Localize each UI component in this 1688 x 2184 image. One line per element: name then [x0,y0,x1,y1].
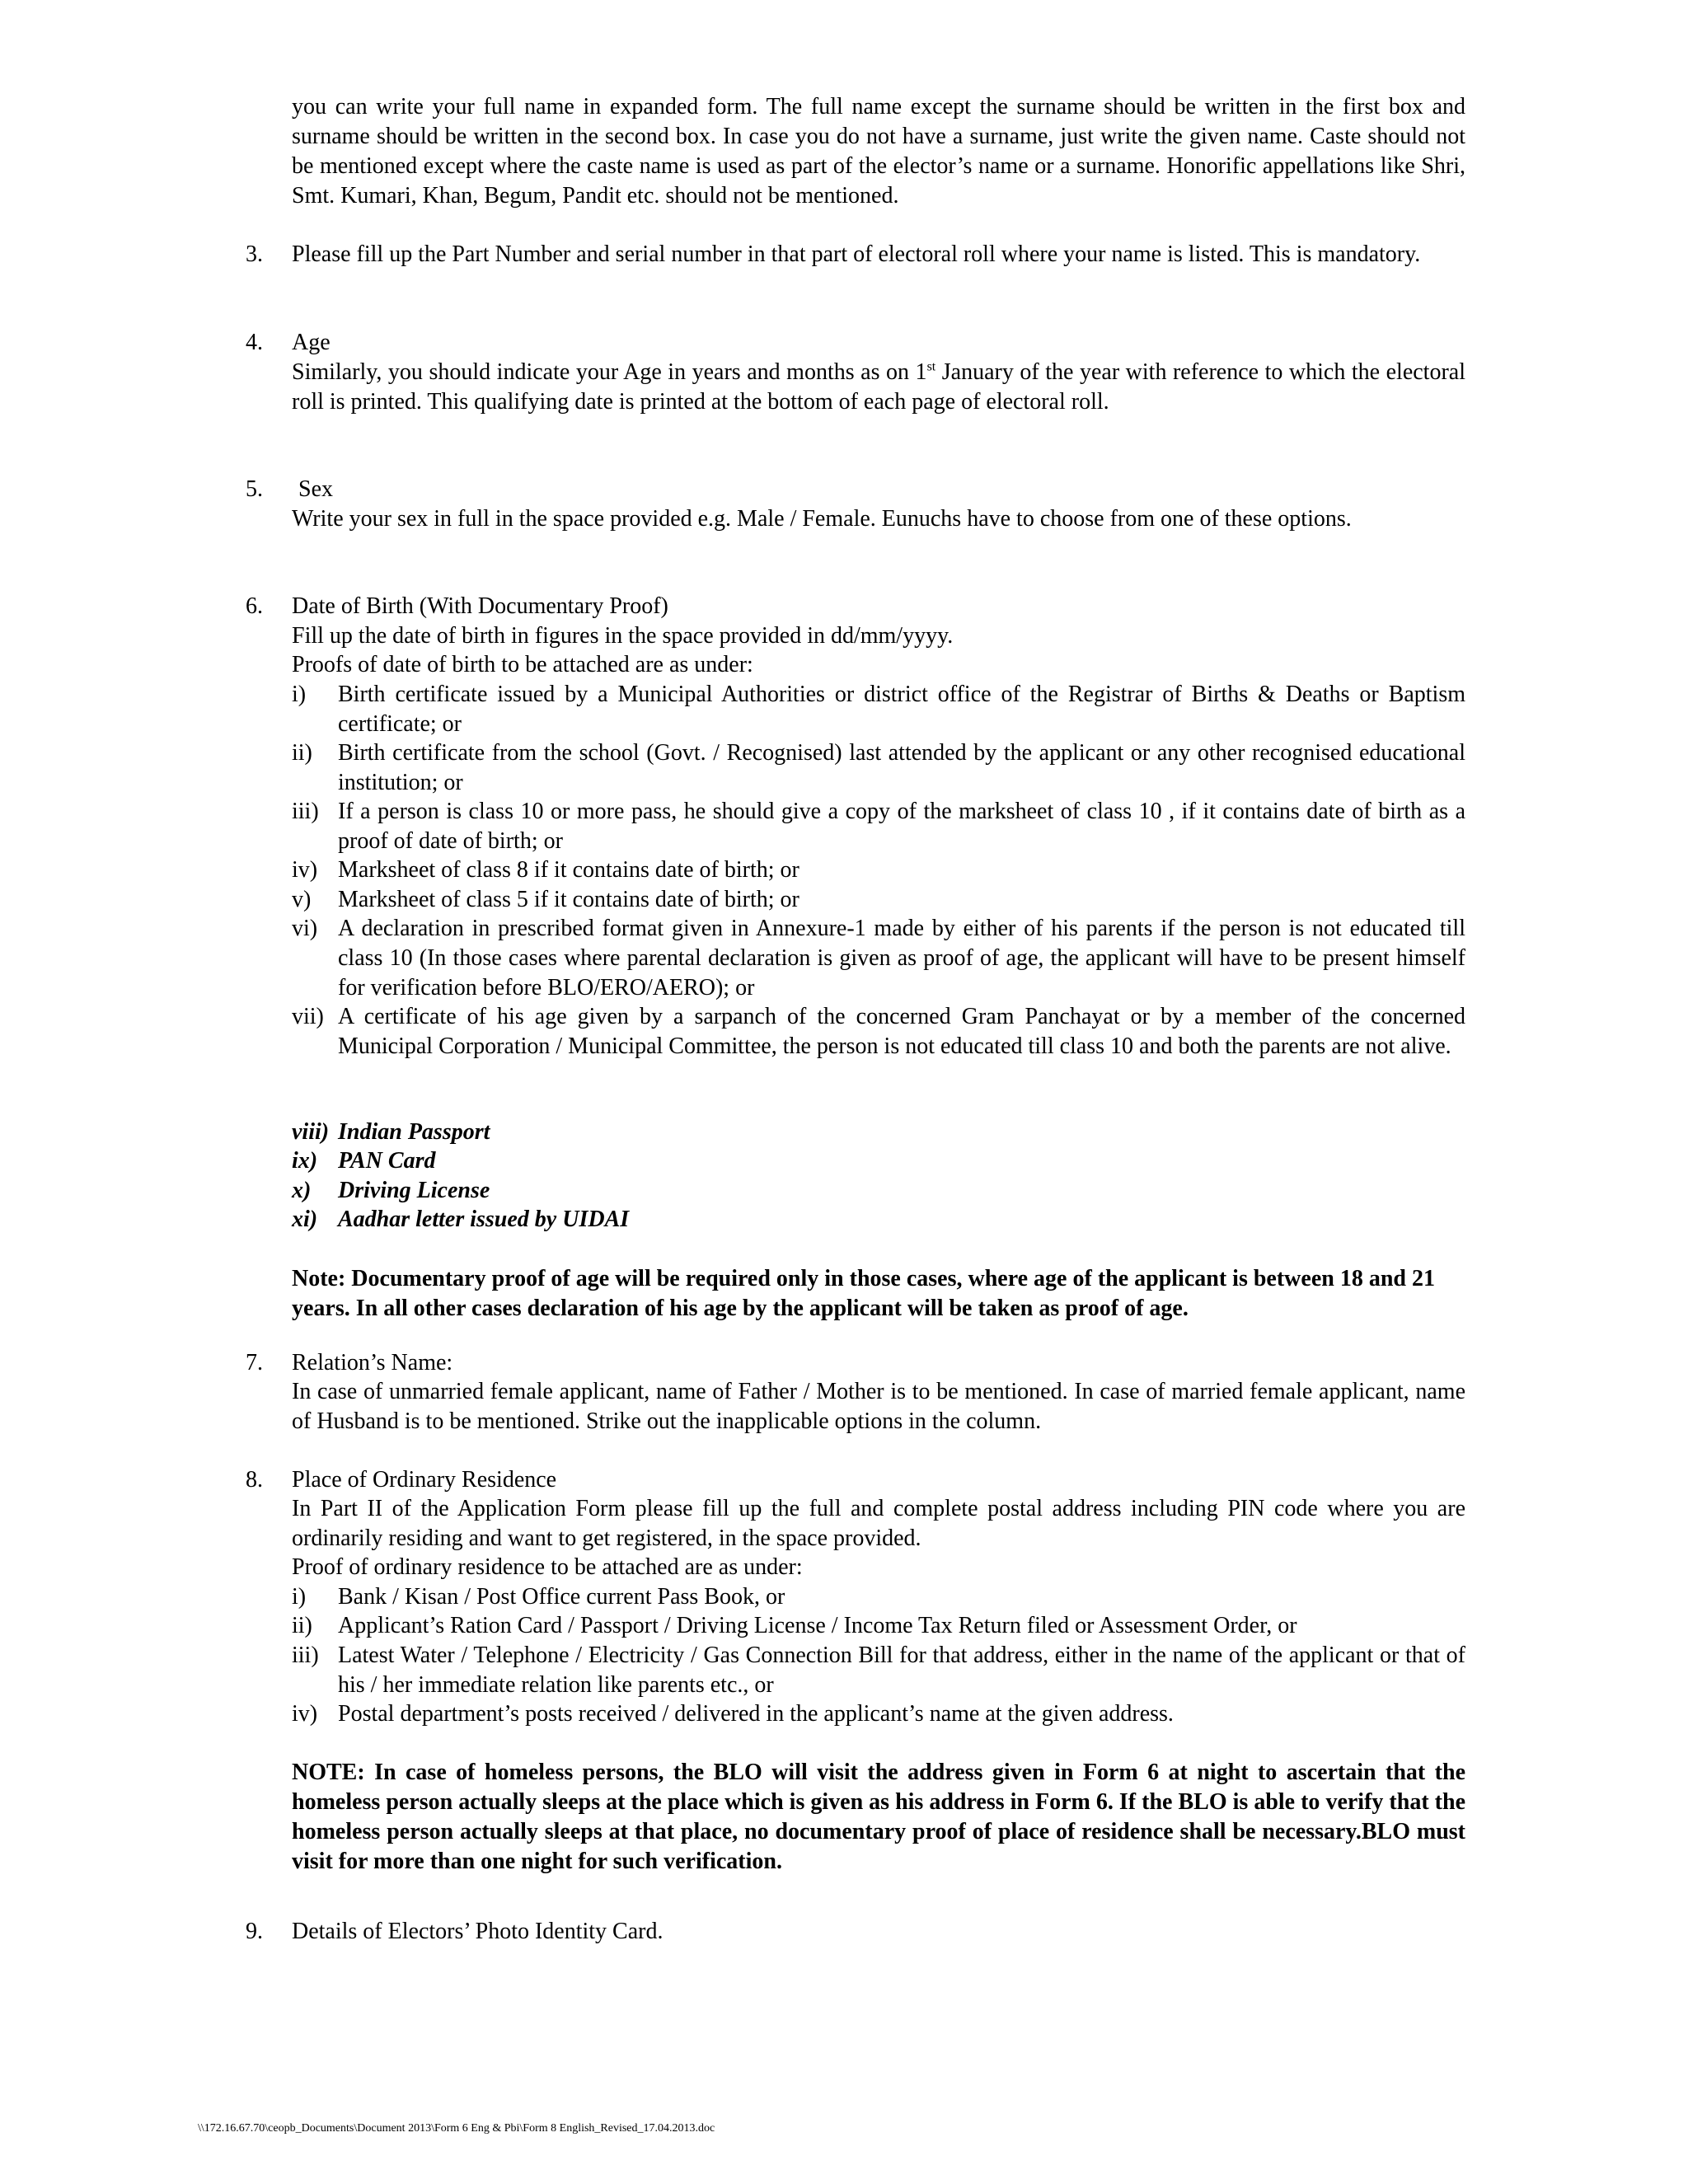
footer-file-path: \\172.16.67.70\ceopb_Documents\Document 2013\Form 6 Eng & Pbi\Form 8 English_Revised_17.04.2013.doc [198,2122,715,2135]
residence-proof-text: Applicant’s Ration Card / Passport / Driving License / Income Tax Return filed or Assessment Order, or [338,1613,1297,1638]
item-7-number: 7. [246,1350,263,1376]
dob-proof-roman: i) [292,682,307,707]
item-4-text-end: January of the year with reference to which the electoral roll is printed. This qualifying date is printed at the bottom of each page of electoral roll. [292,359,1465,415]
item-6-line1: Fill up the date of birth in figures in the space provided in dd/mm/yyyy. [292,623,954,649]
item-4-number: 4. [246,330,263,355]
item-9-heading: Details of Electors’ Photo Identity Card. [292,1919,663,1944]
dob-proof-text: A declaration in prescribed format given in Annexure-1 made by either of his parents if the person is not educated till class 10 (In those cases where parental declaration is given as proof of age, the applicant will have to be present himself for verification before BLO/ERO/AERO); or [338,916,1465,1001]
item-5-text: Write your sex in full in the space provided e.g. Male / Female. Eunuchs have to choose from one of these options. [292,506,1352,532]
item-8-text: In Part II of the Application Form please fill up the full and complete postal address including PIN code where you are ordinarily residing and want to get registered, in the space provided. [292,1496,1465,1551]
item-6-line2: Proofs of date of birth to be attached are as under: [292,652,753,677]
dob-proof-text: Birth certificate issued by a Municipal Authorities or district office of the Registrar of Births & Deaths or Baptism certificate; or [338,682,1465,737]
dob-proof-roman: iv) [292,857,318,883]
dob-extra-proof-roman: viii) [292,1119,330,1145]
dob-proof-text: Birth certificate from the school (Govt. / Recognised) last attended by the applicant or any other recognised educational institution; or [338,740,1465,795]
item-7-text: In case of unmarried female applicant, name of Father / Mother is to be mentioned. In case of married female applicant, name of Husband is to be mentioned. Strike out the inapplicable options in the column. [292,1379,1465,1434]
item-6-number: 6. [246,593,263,619]
homeless-note: NOTE: In case of homeless persons, the BLO will visit the address given in Form 6 at night to ascertain that the homeless person actually sleeps at the place which is given as his address in Form 6. If the BLO is able to verify that the homeless person actually sleeps at that place, no documentary proof of place of residence shall be necessary.BLO must visit for more than one night for such verification. [292,1760,1465,1874]
dob-proof-roman: iii) [292,799,319,824]
item-4-superscript: st [926,359,936,374]
item-3-number: 3. [246,241,263,267]
item-9-number: 9. [246,1919,263,1944]
residence-proof-text: Postal department’s posts received / delivered in the applicant’s name at the given address. [338,1701,1174,1727]
dob-proof-roman: ii) [292,740,312,766]
residence-proof-roman: i) [292,1584,307,1610]
intro-paragraph: you can write your full name in expanded form. The full name except the surname should be written in the first box and surname should be written in the second box. In case you do not have a surname, just write the given name. Caste should not be mentioned except where the caste name is used as part of the elector’s name or a surname. Honorific appellations like Shri, Smt. Kumari, Khan, Begum, Pandit etc. should not be mentioned. [292,94,1465,209]
item-6-heading: Date of Birth (With Documentary Proof) [292,593,668,619]
dob-extra-proof-roman: x) [292,1178,312,1203]
residence-proof-roman: iv) [292,1701,318,1727]
dob-extra-proof-text: Indian Passport [338,1119,490,1145]
item-8-number: 8. [246,1467,263,1493]
dob-extra-proof-roman: xi) [292,1207,318,1232]
residence-proof-roman: iii) [292,1643,319,1668]
dob-proof-text: If a person is class 10 or more pass, he should give a copy of the marksheet of class 10 , if it contains date of birth as a proof of date of birth; or [338,799,1465,854]
item-4-text-start: Similarly, you should indicate your Age in years and months as on 1 [292,359,927,385]
dob-proof-roman: vii) [292,1004,324,1029]
dob-extra-proof-text: PAN Card [338,1148,436,1174]
item-4-text [292,358,1465,417]
item-7-heading: Relation’s Name: [292,1350,453,1376]
dob-proof-text: Marksheet of class 5 if it contains date of birth; or [338,887,799,912]
dob-note: Note: Documentary proof of age will be required only in those cases, where age of the applicant is between 18 and 21 years. In all other cases declaration of his age by the applicant will be taken as proof of age. [292,1266,1435,1321]
dob-proof-text: A certificate of his age given by a sarpanch of the concerned Gram Panchayat or by a member of the concerned Municipal Corporation / Municipal Committee, the person is not educated till class 10 and both the parents are not alive. [338,1004,1465,1059]
item-3-text: Please fill up the Part Number and serial number in that part of electoral roll where your name is listed. This is mandatory. [292,241,1421,267]
dob-extra-proof-text: Aadhar letter issued by UIDAI [338,1207,630,1232]
item-5-number: 5. [246,476,263,502]
residence-proof-roman: ii) [292,1613,312,1638]
dob-extra-proof-roman: ix) [292,1148,318,1174]
dob-extra-proof-text: Driving License [338,1178,490,1203]
item-4-heading: Age [292,330,331,355]
dob-proof-roman: v) [292,887,312,912]
item-5-heading: Sex [298,476,333,502]
dob-proof-text: Marksheet of class 8 if it contains date of birth; or [338,857,799,883]
item-8-heading: Place of Ordinary Residence [292,1467,557,1493]
residence-proof-text: Bank / Kisan / Post Office current Pass Book, or [338,1584,785,1610]
item-8-line2: Proof of ordinary residence to be attached are as under: [292,1554,803,1580]
dob-proof-roman: vi) [292,916,318,941]
residence-proof-text: Latest Water / Telephone / Electricity / Gas Connection Bill for that address, either in the name of the applicant or that of his / her immediate relation like parents etc., or [338,1643,1465,1698]
